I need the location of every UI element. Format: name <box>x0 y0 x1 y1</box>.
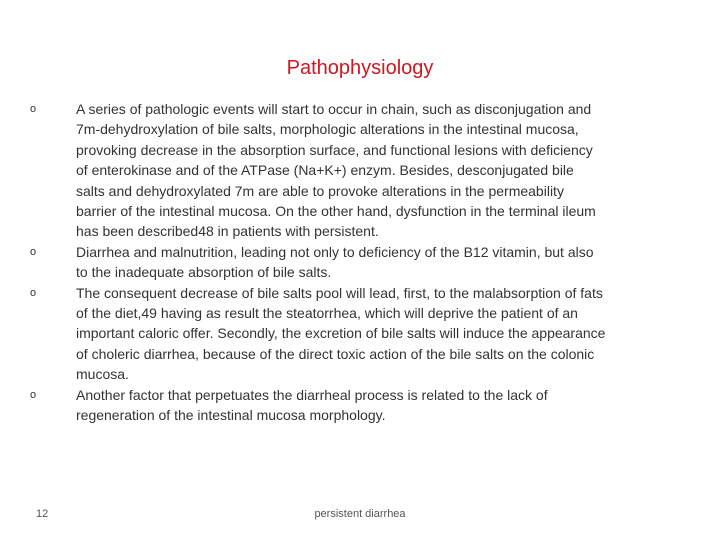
slide-title: Pathophysiology <box>286 57 434 79</box>
bullet-marker-icon: o <box>30 103 37 115</box>
bullet-item <box>28 99 688 242</box>
bullet-marker-icon: o <box>30 388 37 401</box>
bullet-text: Another factor that perpetuates the diarrheal process is related to the lack of regeneration of the intestinal mucosa morphology. <box>76 386 548 424</box>
footer-text: persistent diarrhea <box>314 508 406 520</box>
page-number: 12 <box>36 508 49 520</box>
bullet-item <box>28 242 688 283</box>
bullet-marker-icon: o <box>30 286 37 299</box>
bullet-text: A series of pathologic events will start to occur in chain, such as disconjugation and 7m-dehydroxylation of bile salts, morphologic alterations in the intestinal mucosa, provoking decrease in the absorption surface, and functional lesions with deficiency of enterokinase and of the ATPase (Na+K+) enzym. Besides, desconjugated bile salts and dehydroxylated 7m are able to provoke alterations in the permeability barrier of the intestinal mucosa. On the other hand, dysfunction in the terminal ileum has been described48 in patients with persistent. <box>76 101 596 240</box>
bullet-marker-icon: o <box>30 245 37 258</box>
bullet-item <box>28 385 688 426</box>
bullet-item <box>28 283 688 385</box>
bullet-text: Diarrhea and malnutrition, leading not only to deficiency of the B12 vitamin, but also to the inadequate absorption of bile salts. <box>76 243 594 281</box>
bullet-text: The consequent decrease of bile salts pool will lead, first, to the malabsorption of fats of the diet,49 having as result the steatorrhea, which will deprive the patient of an important caloric offer. Secondly, the excretion of bile salts will induce the appearance of choleric diarrhea, because of the direct toxic action of the bile salts on the colonic mucosa. <box>76 284 606 383</box>
bullet-list <box>28 99 688 426</box>
